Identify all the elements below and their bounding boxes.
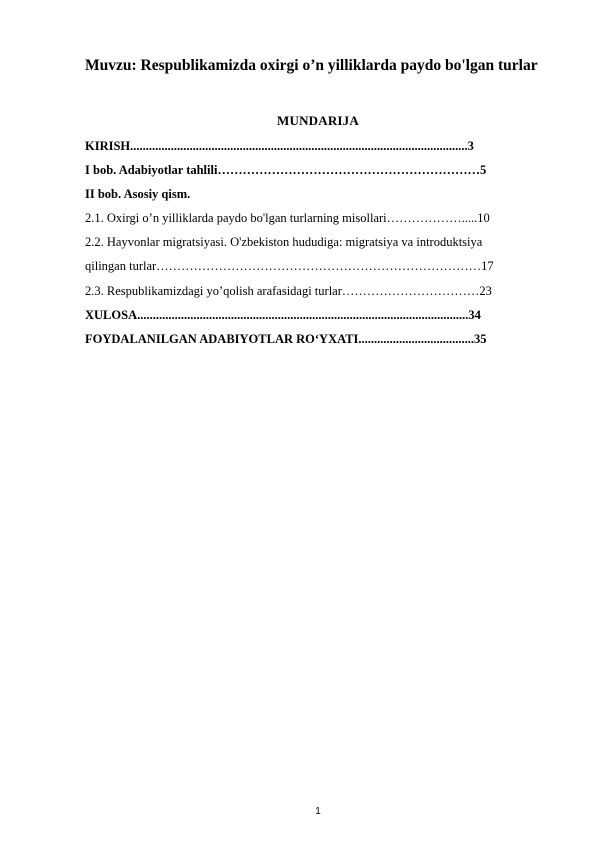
toc-entry-kirish: KIRISH............................................................................................................3 bbox=[85, 139, 474, 153]
document-title: Muvzu: Respublikamizda oxirgi o’n yilliklarda paydo bo'lgan turlar bbox=[85, 57, 538, 74]
toc-heading: MUNDARIJA bbox=[277, 113, 359, 128]
toc-entry-2-2: 2.2. Hayvonlar migratsiyasi. O'zbekiston hududiga: migratsiya va introduktsiya bbox=[85, 235, 483, 249]
toc-entry-2-1: 2.1. Oxirgi o’n yilliklarda paydo bo'lgan turlarning misollari……………….....10 bbox=[85, 211, 490, 225]
toc-entry-xulosa: XULOSA..........................................................................................................34 bbox=[85, 308, 481, 322]
page-number: 1 bbox=[315, 806, 321, 817]
toc-entry-2-3: 2.3. Respublikamizdagi yo’qolish arafasidagi turlar……………………………23 bbox=[85, 284, 492, 298]
toc-entry-references: FOYDALANILGAN ADABIYOTLAR RO‘YXATI.....................................35 bbox=[85, 332, 487, 346]
toc-entry-chapter-1: I bob. Adabiyotlar tahlili………………………………………………………5 bbox=[85, 163, 487, 177]
toc-entry-2-2-continued: qilingan turlar……………………………………………………………………17 bbox=[85, 259, 494, 273]
toc-entry-chapter-2: II bob. Asosiy qism. bbox=[85, 187, 191, 201]
